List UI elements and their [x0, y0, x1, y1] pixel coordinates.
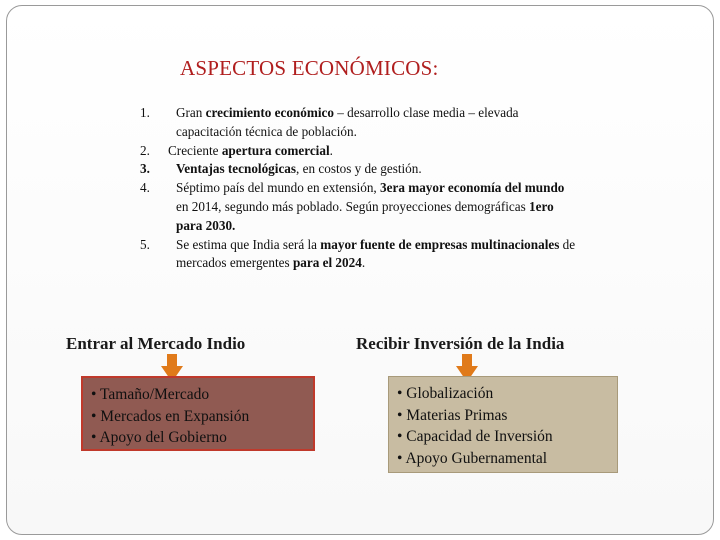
plain-text: , en costos y de gestión. [296, 161, 422, 177]
bold-text: crecimiento económico [205, 105, 334, 120]
plain-text: – desarrollo clase media – elevada capacitación técnica de población. [176, 105, 519, 139]
list-item [140, 142, 580, 161]
list-item [140, 104, 580, 142]
enter-market-box [81, 376, 315, 451]
plain-text: de mercados emergentes [176, 236, 576, 271]
plain-text: en 2014, segundo más poblado. Según proyecciones demográficas [176, 198, 530, 214]
receive-investment-item: • Apoyo Gubernamental [397, 449, 548, 467]
receive-investment-item: • Globalización [397, 385, 494, 402]
receive-investment-item: • Materias Primas [397, 406, 508, 424]
plain-text: . [329, 142, 333, 158]
plain-text: Séptimo país del mundo en extensión, [176, 180, 381, 196]
plain-text: . [361, 255, 366, 271]
receive-investment-box [388, 376, 618, 473]
economic-aspects-list [140, 104, 580, 273]
enter-market-item: • Tamaño/Mercado [91, 386, 210, 403]
list-item-text [140, 104, 580, 142]
list-item-text [140, 236, 580, 274]
list-item-text [140, 142, 580, 161]
plain-text: Creciente [168, 142, 222, 158]
plain-text: Gran [176, 105, 206, 120]
enter-market-item: • Mercados en Expansión [91, 407, 250, 425]
list-item-number: 4. [140, 180, 150, 196]
receive-investment-item: • Capacidad de Inversión [397, 428, 553, 445]
enter-market-item: • Apoyo del Gobierno [91, 429, 227, 446]
list-item-number: 2. [140, 142, 150, 158]
bold-text: mayor fuente de empresas multinacionales [320, 236, 560, 252]
plain-text: Se estima que India será la [176, 236, 321, 252]
list-item-number: 5. [140, 236, 150, 252]
bold-text: para el 2024 [292, 255, 362, 271]
enter-market-heading: Entrar al Mercado Indio [66, 334, 246, 353]
list-item [140, 236, 580, 274]
bold-text: Ventajas tecnológicas [176, 161, 297, 177]
list-item-number: 1. [140, 105, 150, 120]
bold-text: 3era mayor economía del mundo [380, 180, 565, 196]
list-item-number: 3. [140, 161, 150, 177]
bold-text: 1ero para 2030. [176, 198, 554, 233]
bold-text: apertura comercial [221, 142, 330, 158]
list-item-text [140, 160, 580, 179]
list-item-text [140, 179, 580, 235]
list-item [140, 179, 580, 235]
slide-title: ASPECTOS ECONÓMICOS: [180, 56, 439, 80]
receive-investment-heading: Recibir Inversión de la India [356, 334, 565, 353]
list-item [140, 160, 580, 179]
